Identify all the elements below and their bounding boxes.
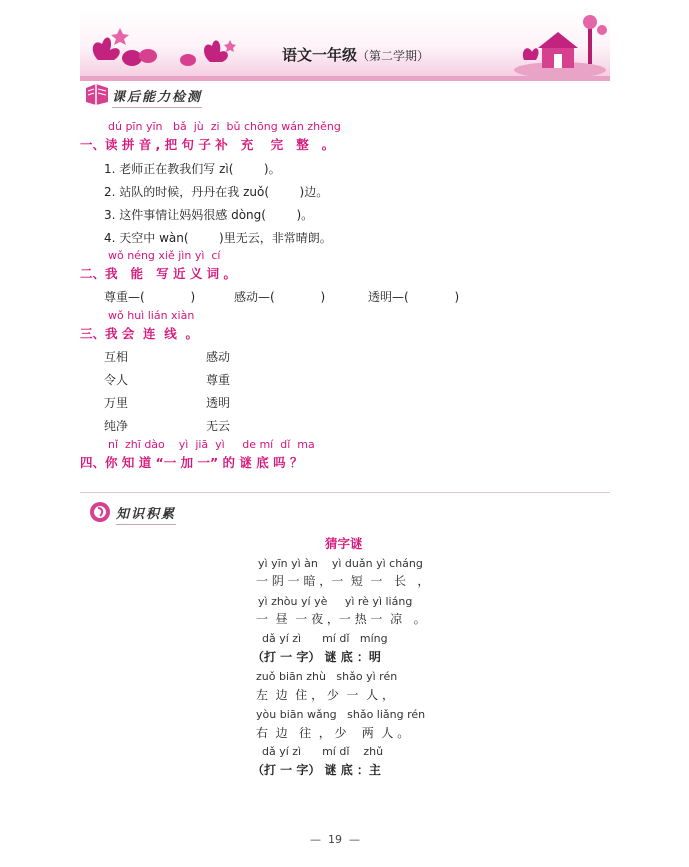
page-number: — 19 — [310,833,360,846]
riddle-pinyin: dǎ yí zì mí dǐ míng [262,632,388,645]
riddle-line: 左 边 住 ， 少 一 人 ， [256,688,394,702]
riddle-line: 一 昼 一 夜 ，一 热 一 凉 。 [256,612,426,626]
riddle-answer: （打 一 字） 谜 底 ：明 [252,650,381,664]
page-title [282,44,429,65]
section-divider [80,492,610,493]
q4-pinyin: nǐ zhī dào yì jiā yì de mí dǐ ma [108,438,315,451]
q2-item: 透明—( ) [368,290,460,304]
riddle-title: 猜字谜 [325,536,363,551]
q1-item: 1. 老师正在教我们写 zì( )。 [104,162,281,176]
q2-pinyin: wǒ néng xiě jìn yì cí [108,249,221,262]
q2-heading: 二、我 能 写 近 义 词 。 [80,266,237,281]
book-icon [84,82,110,106]
riddle-pinyin: yì yīn yì àn yì duǎn yì cháng [258,557,423,570]
q3-heading: 三、我 会 连 线 。 [80,326,198,341]
riddle-line: 右 边 往 ， 少 两 人 。 [256,726,410,740]
riddle-line: 一 阴 一 暗 ，一 短 一 长 ， [256,574,430,588]
section-title-knowledge: 知识积累 [116,503,176,525]
q1-pinyin: dú pīn yīn bǎ jù zi bǔ chōng wán zhěng [108,120,341,133]
header-decoration-left [80,10,250,76]
riddle-pinyin: yòu biān wǎng shǎo liǎng rén [256,708,426,721]
riddle-answer: （打 一 字） 谜 底 ：主 [252,763,381,777]
q1-item: 4. 天空中 wàn( )里无云，非常晴朗。 [104,231,332,245]
q3-right-word: 透明 [206,396,231,410]
header-title-text: 语文一年级 [282,46,358,64]
q4-heading: 四、你 知 道 “一 加 一” 的 谜 底 吗 ？ [80,455,303,470]
bulb-icon [88,500,112,524]
header-subtitle: （第二学期） [357,49,430,63]
q1-item: 2. 站队的时候，丹丹在我 zuǒ( )边。 [104,185,329,199]
q1-heading: 一、读 拼 音 , 把 句 子 补 充 完 整 。 [80,137,335,152]
q2-item: 感动—( ) [234,290,326,304]
section-title-practice: 课后能力检测 [112,86,202,108]
q3-left-word: 令人 [104,373,129,387]
q1-item: 3. 这件事情让妈妈很感 dòng( )。 [104,208,314,222]
q2-item: 尊重—( ) [104,290,196,304]
riddle-pinyin: dǎ yí zì mí dǐ zhǔ [262,745,384,758]
q3-left-word: 万里 [104,396,129,410]
page-header [80,10,610,81]
riddle-pinyin: yì zhòu yí yè yì rè yì liáng [258,595,413,608]
riddle-pinyin: zuǒ biān zhù shǎo yì rén [256,670,398,683]
header-decoration-right [510,10,610,76]
q3-right-word: 尊重 [206,373,231,387]
q3-pinyin: wǒ huì lián xiàn [108,309,195,322]
q3-right-word: 感动 [206,350,231,364]
q3-left-word: 纯净 [104,419,129,433]
q3-left-word: 互相 [104,350,129,364]
q3-right-word: 无云 [206,419,231,433]
